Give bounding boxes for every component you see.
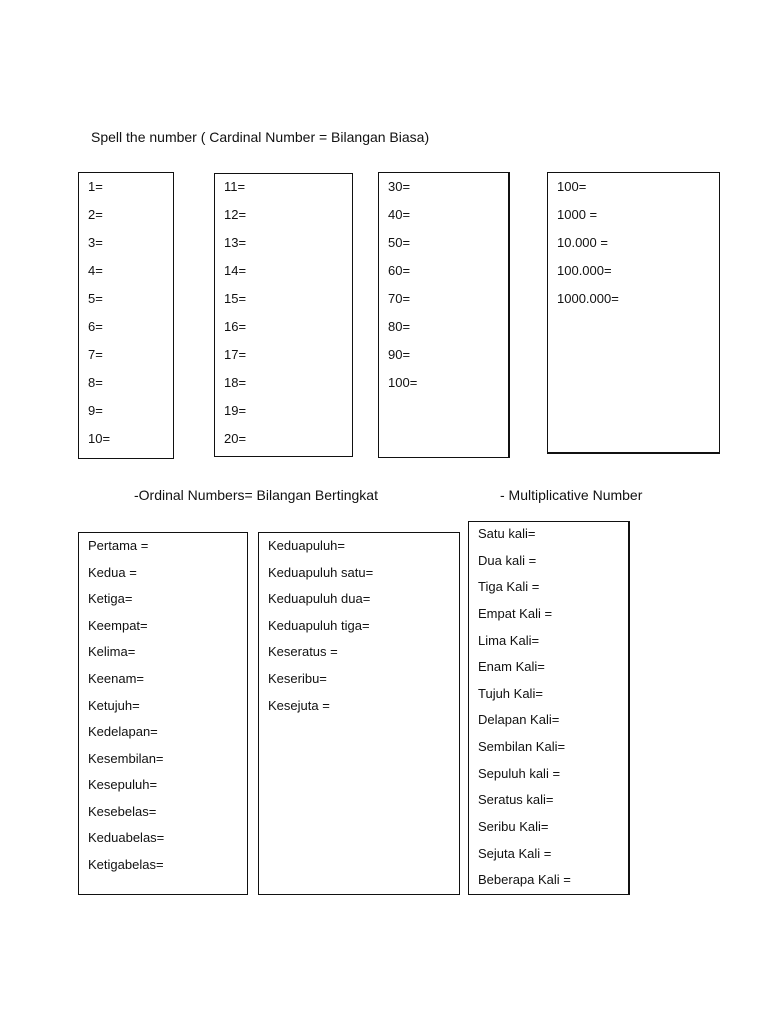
ordinal-item: Keduabelas= bbox=[88, 830, 165, 845]
ordinal-item: Kedua = bbox=[88, 565, 137, 580]
cardinal-item: 9= bbox=[88, 403, 103, 418]
ordinal-item: Pertama = bbox=[88, 538, 149, 553]
ordinal-item: Kesebelas= bbox=[88, 804, 157, 819]
cardinal-item: 10= bbox=[88, 431, 111, 446]
ordinal-item: Kesejuta = bbox=[268, 698, 330, 713]
ordinal-item: Kesembilan= bbox=[88, 751, 164, 766]
multiplicative-item: Seratus kali= bbox=[478, 792, 554, 807]
cardinal-item: 8= bbox=[88, 375, 103, 390]
ordinal-item: Keenam= bbox=[88, 671, 145, 686]
cardinal-item: 10.000 = bbox=[557, 235, 608, 250]
multiplicative-item: Empat Kali = bbox=[478, 606, 553, 621]
ordinal-box-2 bbox=[258, 532, 460, 895]
ordinal-item: Ketiga= bbox=[88, 591, 133, 606]
ordinal-box-1 bbox=[78, 532, 248, 895]
cardinal-item: 90= bbox=[388, 347, 411, 362]
multiplicative-item: Lima Kali= bbox=[478, 633, 540, 648]
cardinal-box-3 bbox=[378, 172, 510, 458]
ordinal-heading: -Ordinal Numbers= Bilangan Bertingkat bbox=[134, 487, 378, 503]
multiplicative-item: Enam Kali= bbox=[478, 659, 545, 674]
multiplicative-item: Delapan Kali= bbox=[478, 712, 560, 727]
cardinal-item: 60= bbox=[388, 263, 411, 278]
cardinal-item: 2= bbox=[88, 207, 103, 222]
ordinal-item: Keempat= bbox=[88, 618, 148, 633]
ordinal-item: Keduapuluh tiga= bbox=[268, 618, 370, 633]
cardinal-item: 40= bbox=[388, 207, 411, 222]
multiplicative-item: Sejuta Kali = bbox=[478, 846, 552, 861]
ordinal-item: Ketujuh= bbox=[88, 698, 140, 713]
ordinal-item: Keduapuluh= bbox=[268, 538, 345, 553]
ordinal-item: Kedelapan= bbox=[88, 724, 158, 739]
cardinal-item: 1= bbox=[88, 179, 103, 194]
cardinal-box-2 bbox=[214, 173, 353, 457]
cardinal-item: 18= bbox=[224, 375, 247, 390]
cardinal-item: 19= bbox=[224, 403, 247, 418]
ordinal-item: Keseribu= bbox=[268, 671, 327, 686]
cardinal-item: 15= bbox=[224, 291, 247, 306]
cardinal-item: 1000.000= bbox=[557, 291, 619, 306]
multiplicative-item: Seribu Kali= bbox=[478, 819, 549, 834]
cardinal-item: 80= bbox=[388, 319, 411, 334]
cardinal-item: 100= bbox=[557, 179, 587, 194]
cardinal-item: 5= bbox=[88, 291, 103, 306]
ordinal-item: Keseratus = bbox=[268, 644, 338, 659]
cardinal-item: 17= bbox=[224, 347, 247, 362]
ordinal-item: Keduapuluh dua= bbox=[268, 591, 371, 606]
cardinal-box-1 bbox=[78, 172, 174, 459]
multiplicative-item: Satu kali= bbox=[478, 526, 536, 541]
multiplicative-item: Dua kali = bbox=[478, 553, 537, 568]
cardinal-item: 13= bbox=[224, 235, 247, 250]
cardinal-item: 7= bbox=[88, 347, 103, 362]
cardinal-item: 4= bbox=[88, 263, 103, 278]
cardinal-item: 16= bbox=[224, 319, 247, 334]
ordinal-item: Kelima= bbox=[88, 644, 136, 659]
multiplicative-item: Sepuluh kali = bbox=[478, 766, 561, 781]
cardinal-heading: Spell the number ( Cardinal Number = Bilangan Biasa) bbox=[91, 129, 430, 145]
cardinal-item: 3= bbox=[88, 235, 103, 250]
multiplicative-item: Sembilan Kali= bbox=[478, 739, 566, 754]
multiplicative-item: Tujuh Kali= bbox=[478, 686, 543, 701]
multiplicative-heading: - Multiplicative Number bbox=[500, 487, 643, 503]
cardinal-item: 14= bbox=[224, 263, 247, 278]
multiplicative-item: Beberapa Kali = bbox=[478, 872, 571, 887]
cardinal-box-4 bbox=[547, 172, 720, 454]
cardinal-item: 12= bbox=[224, 207, 247, 222]
ordinal-item: Keduapuluh satu= bbox=[268, 565, 374, 580]
ordinal-item: Kesepuluh= bbox=[88, 777, 158, 792]
cardinal-item: 70= bbox=[388, 291, 411, 306]
cardinal-item: 50= bbox=[388, 235, 411, 250]
cardinal-item: 6= bbox=[88, 319, 103, 334]
cardinal-item: 100= bbox=[388, 375, 418, 390]
cardinal-item: 1000 = bbox=[557, 207, 598, 222]
cardinal-item: 20= bbox=[224, 431, 247, 446]
multiplicative-item: Tiga Kali = bbox=[478, 579, 540, 594]
cardinal-item: 30= bbox=[388, 179, 411, 194]
multiplicative-box bbox=[468, 521, 630, 895]
cardinal-item: 11= bbox=[224, 179, 246, 194]
cardinal-item: 100.000= bbox=[557, 263, 612, 278]
ordinal-item: Ketigabelas= bbox=[88, 857, 164, 872]
